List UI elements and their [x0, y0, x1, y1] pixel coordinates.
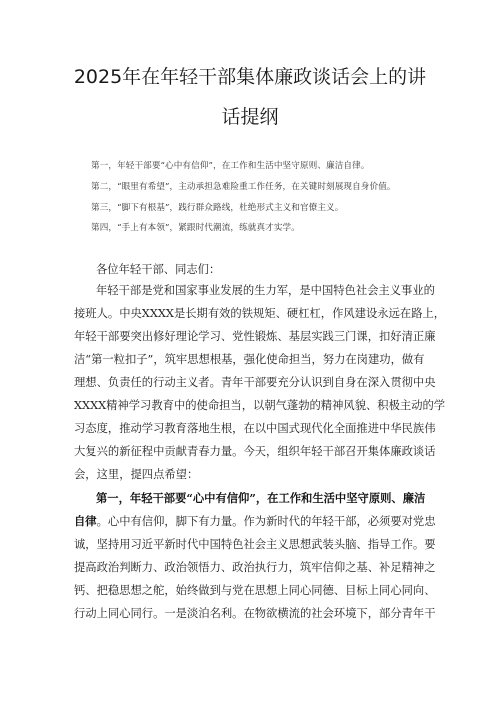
- greeting: 各位年轻干部、同志们：: [96, 263, 221, 276]
- paragraph-line: 年轻干部要突出修好理论学习、党性锻炼、基层实践三门课，扣好清正廉: [74, 330, 436, 343]
- paragraph-line: 钙、把稳思想之舵，始终做到与党在思想上同心同德、目标上同心同向、: [74, 584, 436, 597]
- section-1-heading-end: 自律: [74, 514, 97, 528]
- paragraph-line: XXXX精神学习教育中的使命担当，以朝气蓬勃的精神风貌、积极主动的学: [74, 399, 446, 412]
- paragraph-line: 洁“第一粒扣子”，筑牢思想根基，强化使命担当，努力在岗建功，做有: [74, 353, 425, 366]
- section-1-heading-continued: [74, 513, 436, 529]
- document-title-line-1: 2025年在年轻干部集体廉政谈话会上的讲: [73, 66, 427, 88]
- outline-item-3: 第三，“脚下有根基”，践行群众路线，杜绝形式主义和官僚主义。: [91, 203, 344, 213]
- paragraph-line: 行动上同心同行。一是淡泊名利。在物欲横流的社会环境下，部分青年干: [74, 607, 436, 620]
- paragraph-line: 理想、负责任的行动主义者。青年干部要充分认识到自身在深入贯彻中央: [74, 376, 436, 389]
- outline-item-1: 第一，年轻干部要“心中有信仰”，在工作和生活中坚守原则、廉洁自律。: [91, 161, 370, 171]
- paragraph-line: 诚，坚持用习近平新时代中国特色社会主义思想武装头脑、指导工作。要: [74, 538, 436, 551]
- section-1-heading: 第一，年轻干部要“心中有信仰”，在工作和生活中坚守原则、廉洁: [96, 491, 426, 505]
- paragraph-line: 会，这里，提四点希望：: [74, 468, 199, 481]
- paragraph-line: 年轻干部是党和国家事业发展的生力军，是中国特色社会主义事业的: [96, 284, 435, 297]
- paragraph-line: 接班人。中央XXXX是长期有效的铁规矩、硬杠杠，作风建设永远在路上，: [74, 307, 446, 320]
- section-1-text: 。心中有信仰，脚下有力量。作为新时代的年轻干部，必须要对党忠: [96, 515, 436, 528]
- document-title-line-2: 话提纲: [221, 106, 279, 128]
- paragraph-line: 习态度，推动学习教育落地生根，在以中国式现代化全面推进中华民族伟: [74, 422, 436, 435]
- paragraph-line: 提高政治判断力、政治领悟力、政治执行力，筑牢信仰之基、补足精神之: [74, 561, 436, 574]
- outline-item-2: 第二，“眼里有希望”，主动承担急难险重工作任务，在关键时刻展现自身价值。: [91, 182, 396, 192]
- outline-item-4: 第四，“手上有本领”，紧跟时代潮流，练就真才实学。: [91, 223, 300, 233]
- paragraph-line: 大复兴的新征程中贡献青春力量。今天，组织年轻干部召开集体廉政谈话: [74, 445, 436, 458]
